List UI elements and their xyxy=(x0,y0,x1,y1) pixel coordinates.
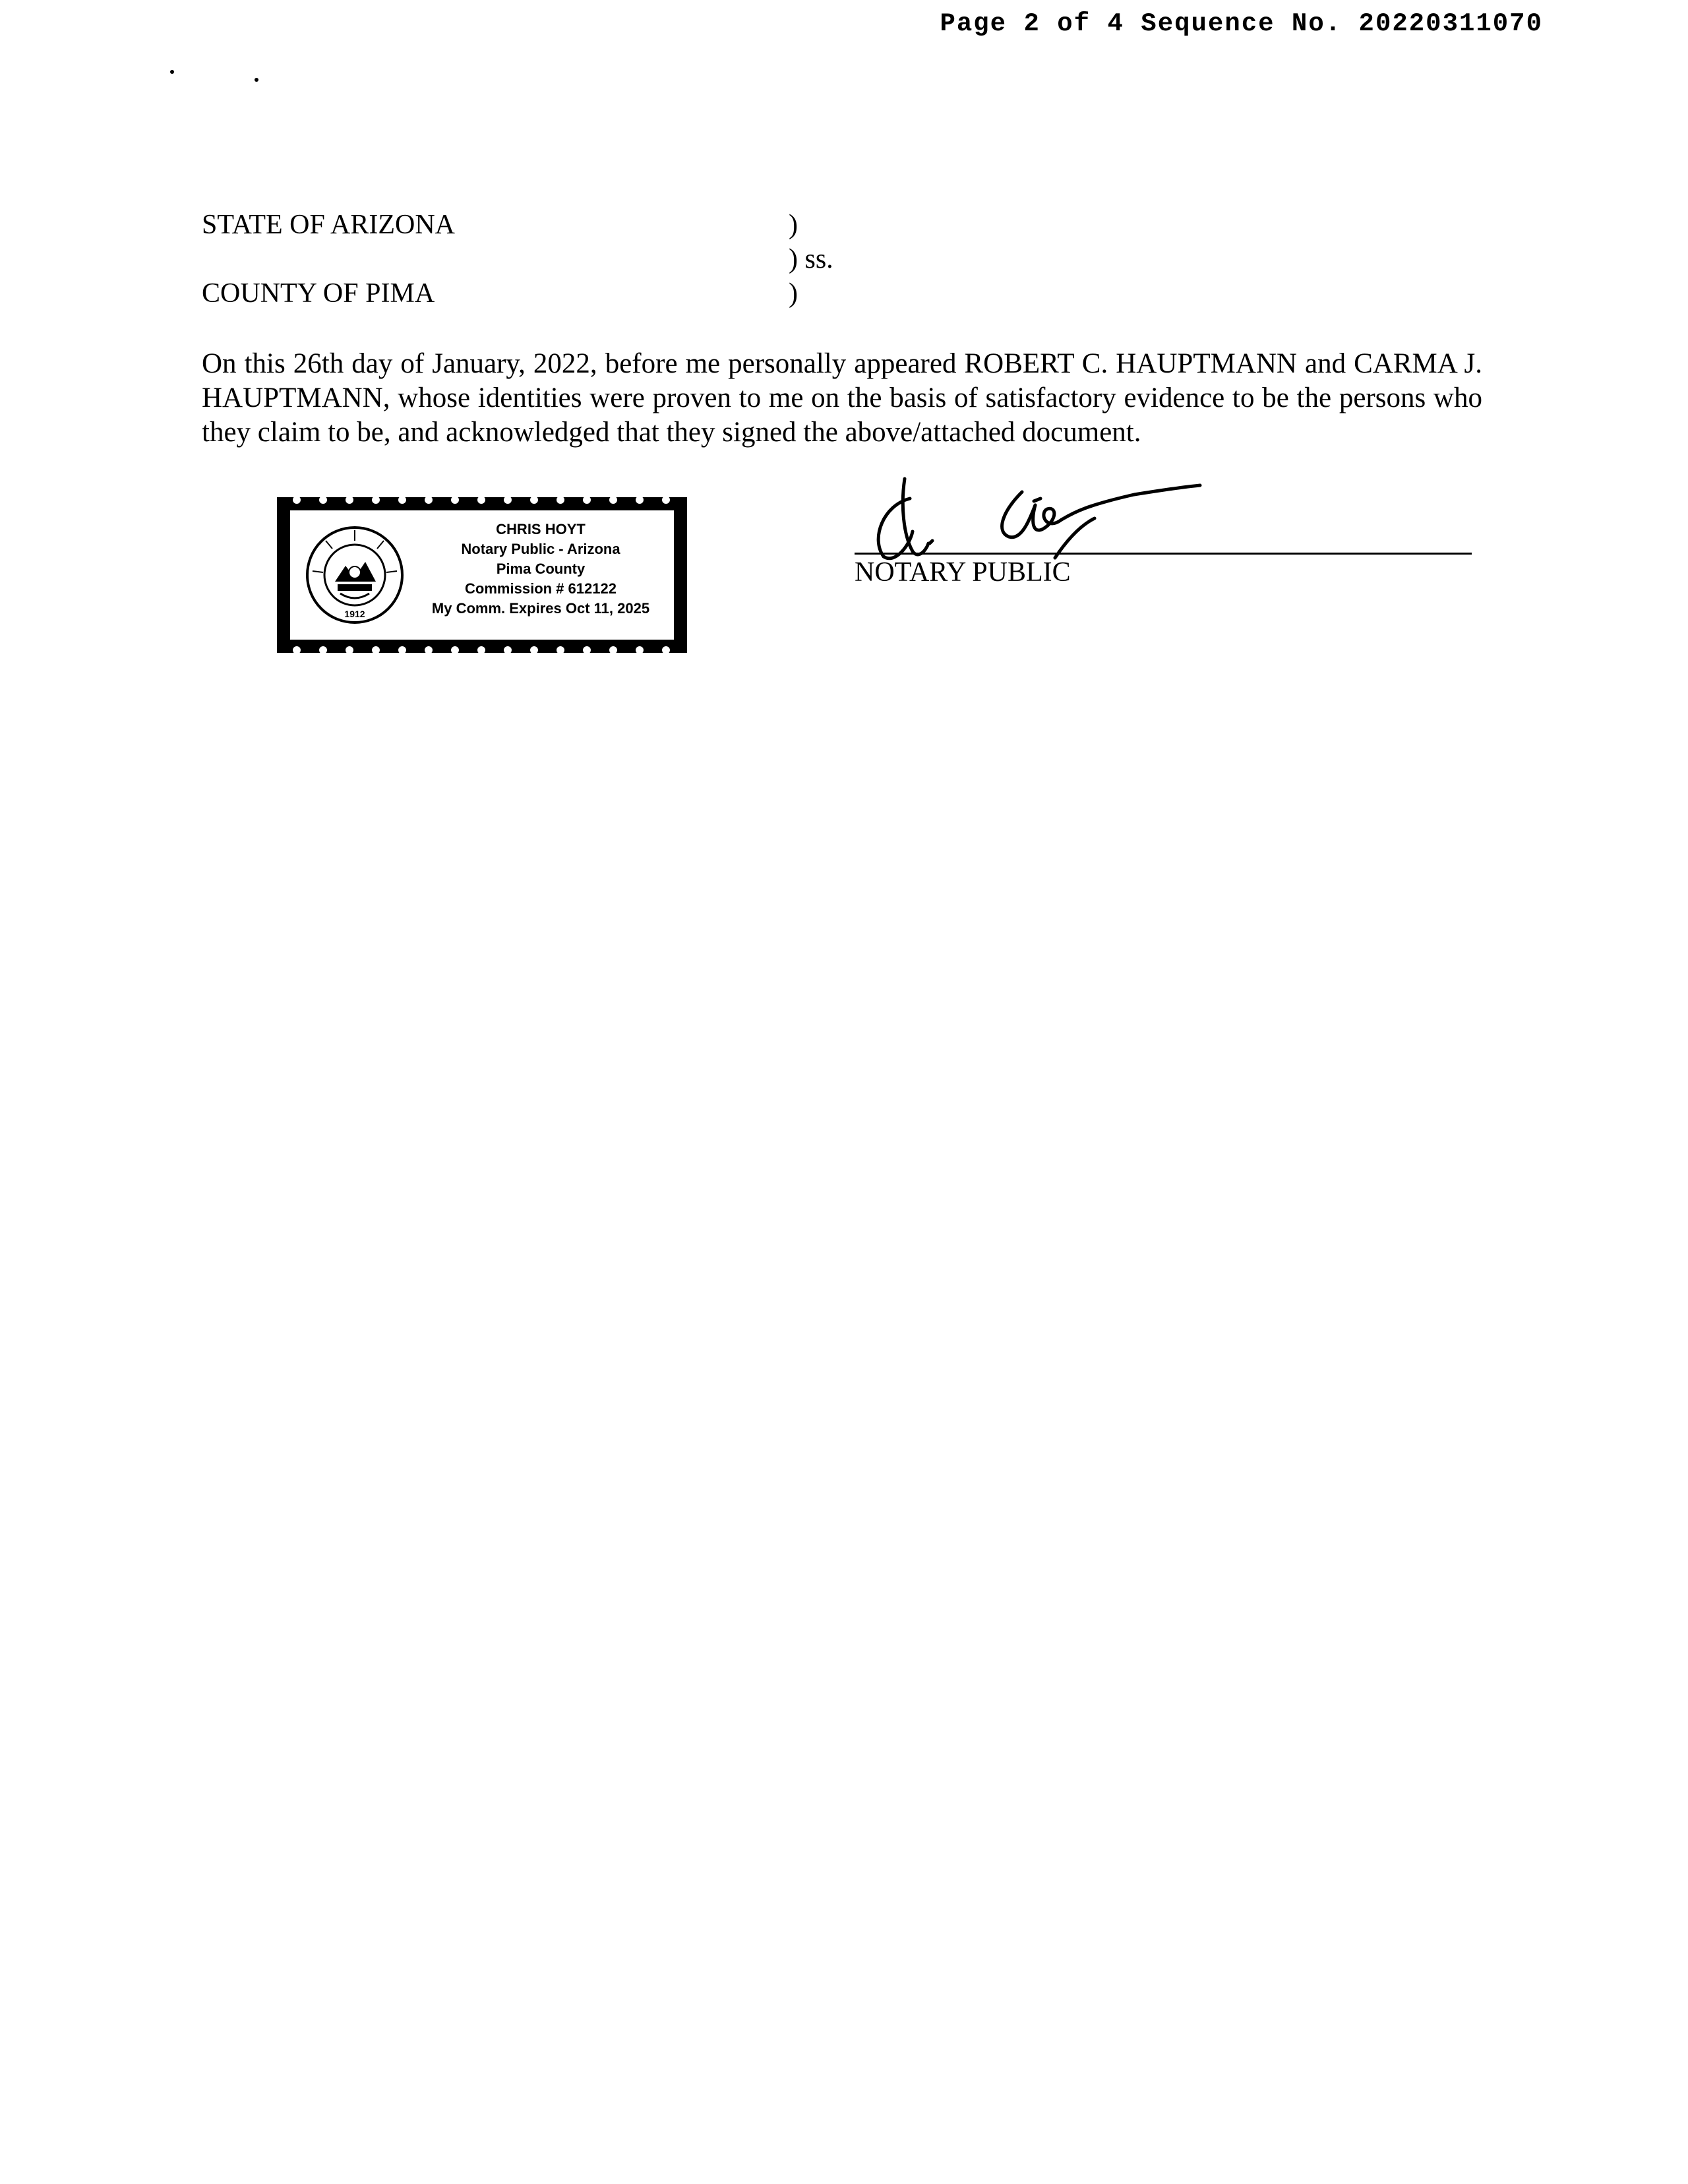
page-sequence-header: Page 2 of 4 Sequence No. 20220311070 xyxy=(940,9,1543,38)
stamp-text xyxy=(402,520,679,619)
venue-ss: ) ss. xyxy=(789,244,833,274)
notary-title: Notary Public - Arizona xyxy=(461,541,620,557)
notary-stamp xyxy=(277,497,687,653)
acknowledgment-paragraph: On this 26th day of January, 2022, before me personally appeared ROBERT C. HAUPTMANN and CARMA J. HAUPTMANN, whose identities were proven to me on the basis of satisfactory evidence to be the persons who they claim to be, and acknowledged that they signed the above/attached document. xyxy=(202,348,1482,448)
notary-county: Pima County xyxy=(496,561,586,577)
venue-paren: ) xyxy=(789,278,798,309)
scan-speck xyxy=(255,78,258,82)
notary-public-label: NOTARY PUBLIC xyxy=(855,557,1071,588)
scan-speck xyxy=(170,70,174,74)
notary-signature-icon xyxy=(857,472,1226,564)
notary-commission: Commission # 612122 xyxy=(465,580,617,597)
notary-name: CHRIS HOYT xyxy=(496,521,586,537)
state-seal-icon xyxy=(305,525,405,625)
venue-county: COUNTY OF PIMA xyxy=(202,278,435,309)
stamp-inner-frame xyxy=(287,508,677,642)
signature-line xyxy=(855,553,1472,555)
venue-state: STATE OF ARIZONA xyxy=(202,210,455,240)
svg-text:1912: 1912 xyxy=(344,609,365,619)
notary-expiration: My Comm. Expires Oct 11, 2025 xyxy=(431,600,650,617)
venue-paren: ) xyxy=(789,210,798,240)
